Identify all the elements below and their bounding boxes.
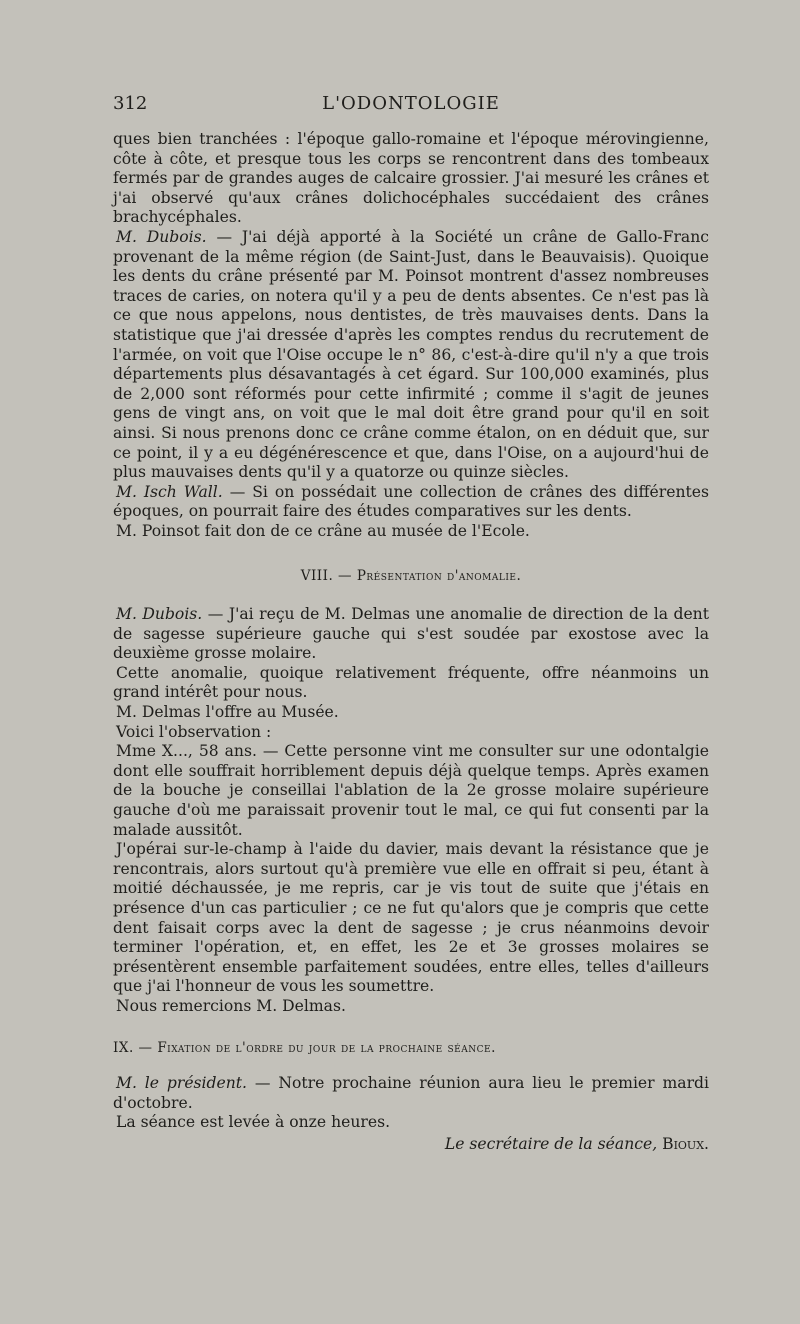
paragraph: [113, 1074, 709, 1113]
speaker-name: M. Isch Wall.: [116, 482, 223, 501]
paragraph: Cette anomalie, quoique relativement fréquente, offre néanmoins un grand intérêt pour nous.: [113, 663, 709, 702]
speaker-name: M. Dubois.: [116, 605, 203, 624]
paragraph: La séance est levée à onze heures.: [116, 1113, 391, 1132]
page-number: 312: [113, 93, 148, 114]
speaker-name: M. Dubois.: [116, 227, 207, 246]
paragraph: Mme X..., 58 ans. — Cette personne vint me consulter sur une odontalgie dont elle souffrait horriblement depuis déjà quelque temps. Après examen de la bouche je conseillai l'ablation de la 2e grosse molaire supérieure gauche d'où me paraissait provenir tout le mal, ce qui fut consenti par la malade aussitôt.: [113, 742, 709, 839]
paragraph: [113, 483, 709, 522]
paragraph: M. Delmas l'offre au Musée.: [116, 703, 339, 722]
speech-text: — Notre prochaine réunion aura lieu le premier mardi d'octobre.: [113, 1074, 710, 1112]
paragraph: ques bien tranchées : l'époque gallo-romaine et l'époque mérovingienne, côte à côte, et presque tous les corps se rencontrent dans des tombeaux fermés par de grandes auges de calcaire grossier. J'ai mesuré les crânes et j'ai observé qu'aux crânes dolichocéphales succédaient des crânes brachycéphales.: [113, 130, 709, 227]
paragraph: [113, 605, 709, 664]
paragraph: Nous remercions M. Delmas.: [116, 996, 346, 1015]
paragraph: J'opérai sur-le-champ à l'aide du davier, mais devant la résistance que je rencontrais, alors surtout qu'à première vue elle en offrait si peu, étant à moitié déchaussée, je me repris, car je vis tout de suite que j'étais en présence d'un cas particulier ; ce ne fut qu'alors que je compris que cette dent faisait corps avec la dent de sagesse ; je crus néanmoins devoir terminer l'opération, et, en effet, les 2e et 3e grosses molaires se présentèrent ensemble parfaitement soudées, entre elles, telles d'ailleurs que j'ai l'honneur de vous les soumettre.: [113, 840, 709, 996]
signature-name: Bioux.: [657, 1134, 709, 1153]
paragraph: Voici l'observation :: [116, 722, 272, 741]
page-body: [113, 130, 709, 1155]
paragraph: [113, 228, 709, 483]
section-heading: VIII. — Présentation d'anomalie.: [300, 568, 522, 585]
speaker-name: M. le président.: [116, 1074, 248, 1093]
paragraph: M. Poinsot fait don de ce crâne au musée de l'Ecole.: [116, 521, 530, 540]
speech-text: — Si on possédait une collection de crânes des différentes époques, on pourrait faire des études comparatives sur les dents.: [113, 482, 709, 521]
section-heading: IX. — Fixation de l'ordre du jour de la prochaine séance.: [113, 1039, 496, 1056]
speech-text: — J'ai reçu de M. Delmas une anomalie de direction de la dent de sagesse supérieure gauche qui s'est soudée par exostose avec la deuxième grosse molaire.: [113, 605, 709, 663]
speech-text: — J'ai déjà apporté à la Société un crâne de Gallo-Franc provenant de la même région (de Saint-Just, dans le Beauvaisis). Quoique les dents du crâne présenté par M. Poinsot montrent d'assez nombreuses traces de caries, on notera qu'il y a peu de dents absentes. Ce n'est pas là ce que nous appelons, nous dentistes, de très mauvaises dents. Dans la statistique que j'ai dressée d'après les comptes rendus du recrutement de l'armée, on voit que l'Oise occupe le n° 86, c'est-à-dire qu'il n'y a que trois départements plus désavantagés à cet égard. Sur 100,000 examinés, plus de 2,000 sont réformés pour cette infirmité ; comme il s'agit de jeunes gens de vingt ans, on voit que le mal doit être grand pour qu'il en soit ainsi. Si nous prenons donc ce crâne comme étalon, on en déduit que, sur ce point, il y a eu dégénérescence et que, dans l'Oise, on a aujourd'hui de plus mauvaises dents qu'il y a quatorze ou quinze siècles.: [113, 227, 709, 482]
signature: [113, 1135, 709, 1155]
page-header: [113, 93, 709, 119]
signature-role: Le secrétaire de la séance,: [444, 1134, 658, 1153]
running-title: L'ODONTOLOGIE: [322, 93, 500, 114]
